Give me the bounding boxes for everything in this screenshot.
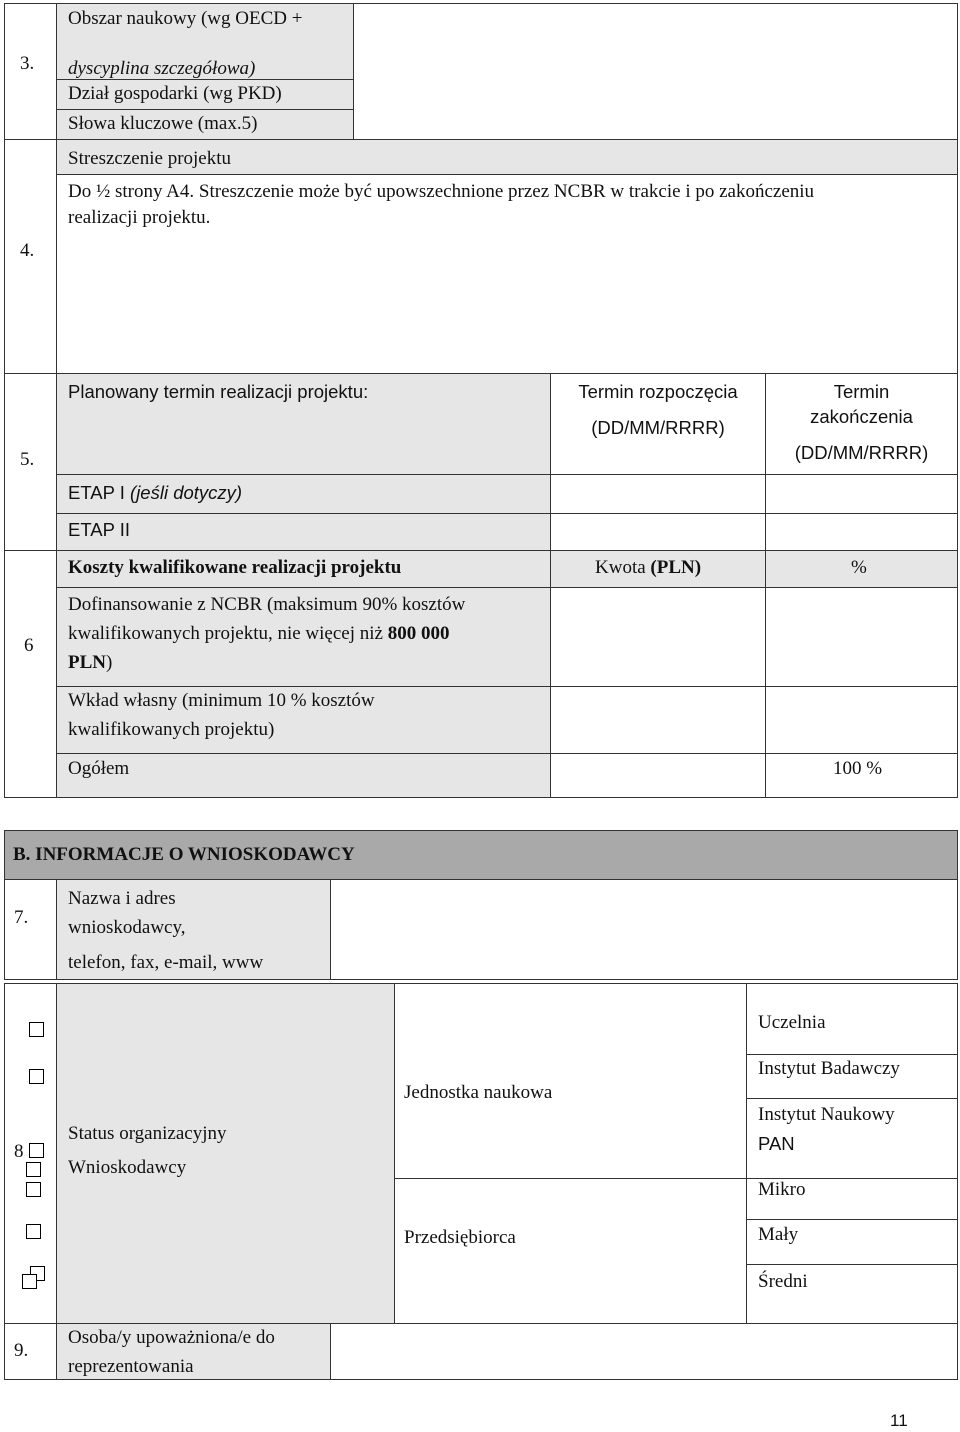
unit-enterprise-label: Przedsiębiorca [404, 1227, 516, 1248]
cofinancing-line2-prefix: kwalifikowanych projektu, nie więcej niż [68, 623, 388, 644]
row8-number: 8 [14, 1141, 24, 1162]
representative-label-line1: Osoba/y upoważniona/e do [68, 1327, 275, 1348]
amount-header [595, 554, 701, 582]
cofinancing-percent-input[interactable] [765, 587, 958, 687]
total-label-cell [56, 753, 551, 798]
checkbox-front-square [22, 1274, 37, 1289]
row7-number: 7. [14, 907, 29, 928]
stage1-end-input[interactable] [765, 474, 958, 514]
representative-input[interactable] [330, 1323, 958, 1380]
cofinancing-line3 [68, 649, 112, 677]
start-date-label: Termin rozpoczęcia [578, 381, 738, 402]
status-label-line1: Status organizacyjny [68, 1123, 227, 1144]
applicant-label-line2: wnioskodawcy, [68, 917, 186, 938]
percent-header: % [851, 557, 867, 578]
stage1-label [68, 479, 242, 507]
checkbox-double[interactable] [22, 1266, 46, 1290]
start-date-format: (DD/MM/RRRR) [591, 417, 725, 438]
end-date-format: (DD/MM/RRRR) [794, 442, 929, 463]
checkbox-uczelnia[interactable] [29, 1022, 44, 1037]
cofinancing-close: ) [106, 652, 113, 673]
checkbox-sredni[interactable] [26, 1224, 41, 1239]
option-uczelnia: Uczelnia [758, 1012, 826, 1033]
row6-number: 6 [24, 635, 34, 656]
total-amount-input[interactable] [550, 753, 766, 798]
row5-number: 5. [20, 449, 35, 470]
summary-title: Streszczenie projektu [68, 148, 232, 169]
page-number: 11 [890, 1411, 908, 1430]
option-sredni: Średni [758, 1271, 808, 1292]
stage1-start-input[interactable] [550, 474, 766, 514]
end-date-label-line2: zakończenia [810, 406, 913, 427]
option-instytut-badawczy: Instytut Badawczy [758, 1058, 900, 1079]
planned-label: Planowany termin realizacji projektu: [68, 381, 369, 402]
amount-header-prefix: Kwota [595, 557, 651, 578]
section-b-title: B. INFORMACJE O WNIOSKODAWCY [13, 844, 355, 865]
row4-number: 4. [20, 240, 35, 261]
keywords-label: Słowa kluczowe (max.5) [68, 113, 258, 134]
row3-number: 3. [20, 53, 35, 74]
applicant-label-line3: telefon, fax, e-mail, www [68, 952, 264, 973]
total-label: Ogółem [68, 758, 130, 779]
own-contribution-line2: kwalifikowanych projektu) [68, 719, 275, 740]
own-contribution-amount-input[interactable] [550, 686, 766, 754]
checkbox-maly[interactable] [26, 1182, 41, 1197]
end-date-label-line1: Termin [833, 381, 890, 402]
row9-number: 9. [14, 1340, 29, 1361]
option-mikro: Mikro [758, 1179, 806, 1200]
cofinancing-currency: PLN [68, 652, 106, 673]
cofinancing-amount: 800 000 [387, 623, 450, 644]
stage2-start-input[interactable] [550, 513, 766, 551]
summary-desc-line1: Do ½ strony A4. Streszczenie może być upowszechnione przez NCBR w trakcie i po zakończeniu [68, 181, 815, 202]
applicant-input[interactable] [330, 879, 958, 980]
representative-label-line2: reprezentowania [68, 1356, 194, 1377]
row6-number-cell [4, 550, 57, 798]
costs-header: Koszty kwalifikowane realizacji projektu [68, 557, 402, 578]
stage2-label-cell [56, 513, 551, 551]
stage2-label: ETAP II [68, 519, 131, 540]
field-label-line2: dyscyplina szczegółowa) [68, 58, 256, 79]
row7-number-cell [4, 879, 57, 980]
cofinancing-amount-input[interactable] [550, 587, 766, 687]
own-contribution-percent-input[interactable] [765, 686, 958, 754]
applicant-label-line1: Nazwa i adres [68, 888, 176, 909]
cofinancing-line1: Dofinansowanie z NCBR (maksimum 90% kosztów [68, 594, 466, 615]
checkbox-instytut-badawczy[interactable] [29, 1069, 44, 1084]
summary-desc-line2: realizacji projektu. [68, 207, 211, 228]
status-label-line2: Wnioskodawcy [68, 1157, 187, 1178]
option-instytut-naukowy-line1: Instytut Naukowy [758, 1104, 895, 1125]
option-maly: Mały [758, 1224, 799, 1245]
unit-science-label: Jednostka naukowa [404, 1082, 553, 1103]
stage2-end-input[interactable] [765, 513, 958, 551]
cofinancing-line2 [68, 620, 449, 648]
row9-number-cell [4, 1323, 57, 1380]
amount-header-currency: (PLN) [650, 557, 702, 578]
stage1-note: (jeśli dotyczy) [130, 482, 243, 503]
pkd-label: Dział gospodarki (wg PKD) [68, 83, 282, 104]
field-label-line1: Obszar naukowy (wg OECD + [68, 8, 303, 29]
stage1-prefix: ETAP I [68, 482, 131, 503]
field-input[interactable] [353, 3, 958, 140]
own-contribution-line1: Wkład własny (minimum 10 % kosztów [68, 690, 375, 711]
total-percent: 100 % [833, 758, 883, 779]
checkbox-instytut-naukowy-pan[interactable] [29, 1143, 44, 1158]
option-instytut-naukowy-line2: PAN [758, 1133, 795, 1154]
checkbox-mikro[interactable] [26, 1162, 41, 1177]
